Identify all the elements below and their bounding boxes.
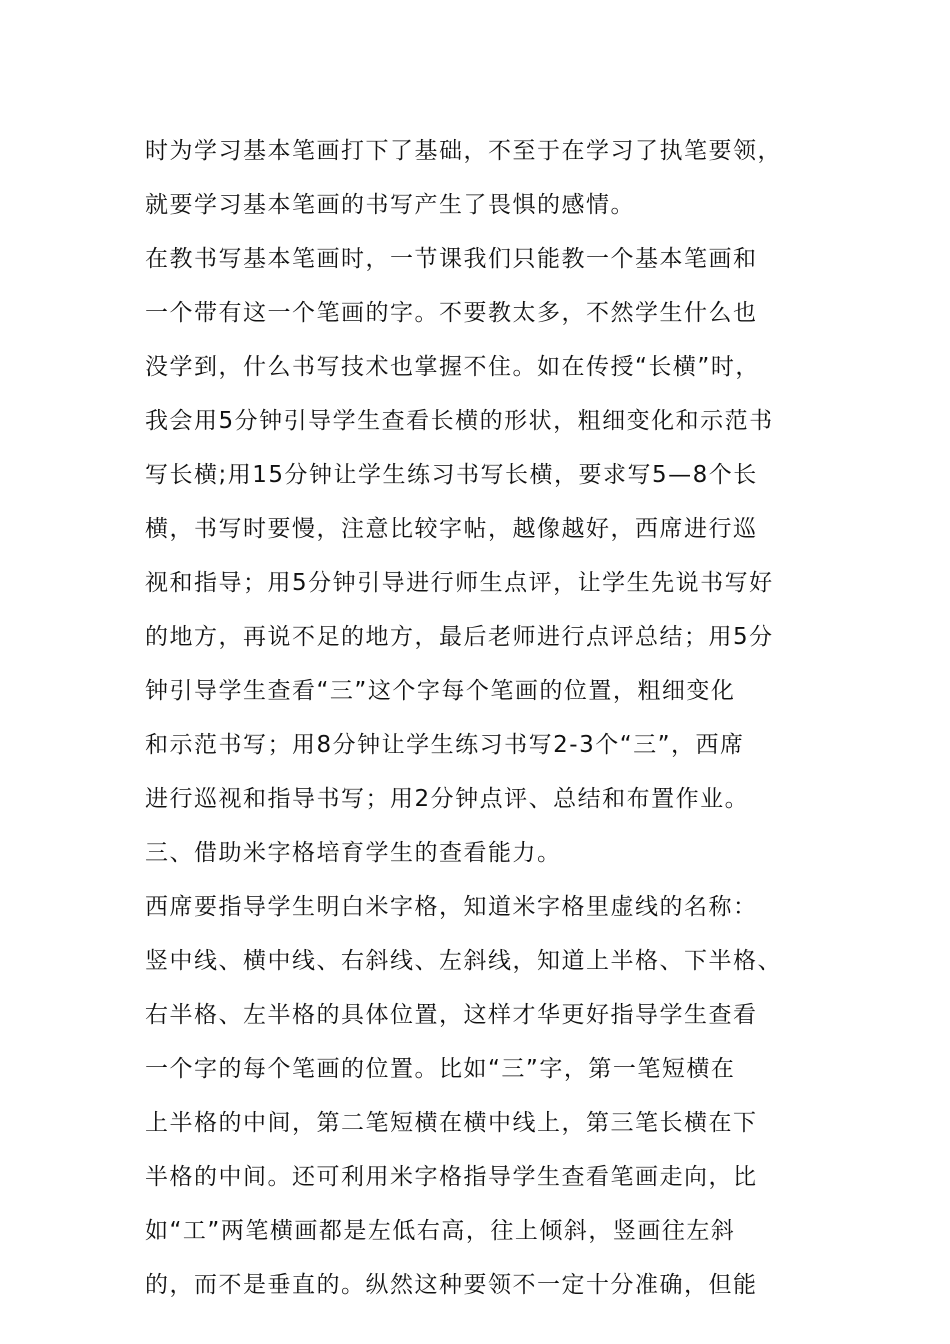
text-line: 就要学习基本笔画的书写产生了畏惧的感情。 xyxy=(145,192,635,218)
body-text xyxy=(145,131,815,1319)
text-line: 在教书写基本笔画时，一节课我们只能教一个基本笔画和 xyxy=(145,246,758,272)
text-line: 的地方，再说不足的地方，最后老师进行点评总结；用5分 xyxy=(145,624,774,650)
text-line: 进行巡视和指导书写；用2分钟点评、总结和布置作业。 xyxy=(145,786,750,812)
text-line: 我会用5分钟引导学生查看长横的形状，粗细变化和示范书 xyxy=(145,408,774,434)
text-line: 钟引导学生查看“三”这个字每个笔画的位置，粗细变化 xyxy=(145,678,736,704)
text-line: 一个带有这一个笔画的字。不要教太多，不然学生什么也 xyxy=(145,300,758,326)
section-heading: 三、借助米字格培育学生的查看能力。 xyxy=(145,840,562,866)
text-line: 竖中线、横中线、右斜线、左斜线，知道上半格、下半格、 xyxy=(145,948,782,974)
text-line: 时为学习基本笔画打下了基础，不至于在学习了执笔要领， xyxy=(145,138,782,164)
text-line: 半格的中间。还可利用米字格指导学生查看笔画走向，比 xyxy=(145,1164,758,1190)
text-line: 右半格、左半格的具体位置，这样才华更好指导学生查看 xyxy=(145,1002,758,1028)
text-line: 横，书写时要慢，注意比较字帖，越像越好，西席进行巡 xyxy=(145,516,758,542)
text-line: 视和指导；用5分钟引导进行师生点评，让学生先说书写好 xyxy=(145,570,774,596)
text-line: 一个字的每个笔画的位置。比如“三”字，第一笔短横在 xyxy=(145,1056,736,1082)
text-line: 和示范书写；用8分钟让学生练习书写2-3个“三”，西席 xyxy=(145,732,745,758)
text-line: 如“工”两笔横画都是左低右高，往上倾斜，竖画往左斜 xyxy=(145,1218,736,1244)
text-line: 西席要指导学生明白米字格，知道米字格里虚线的名称： xyxy=(145,894,758,920)
text-line: 写长横;用15分钟让学生练习书写长横，要求写5—8个长 xyxy=(145,462,758,488)
text-line: 没学到，什么书写技术也掌握不住。如在传授“长横”时， xyxy=(145,354,760,380)
text-line: 上半格的中间，第二笔短横在横中线上，第三笔长横在下 xyxy=(145,1110,758,1136)
text-line: 的，而不是垂直的。纵然这种要领不一定十分准确，但能 xyxy=(145,1272,758,1298)
